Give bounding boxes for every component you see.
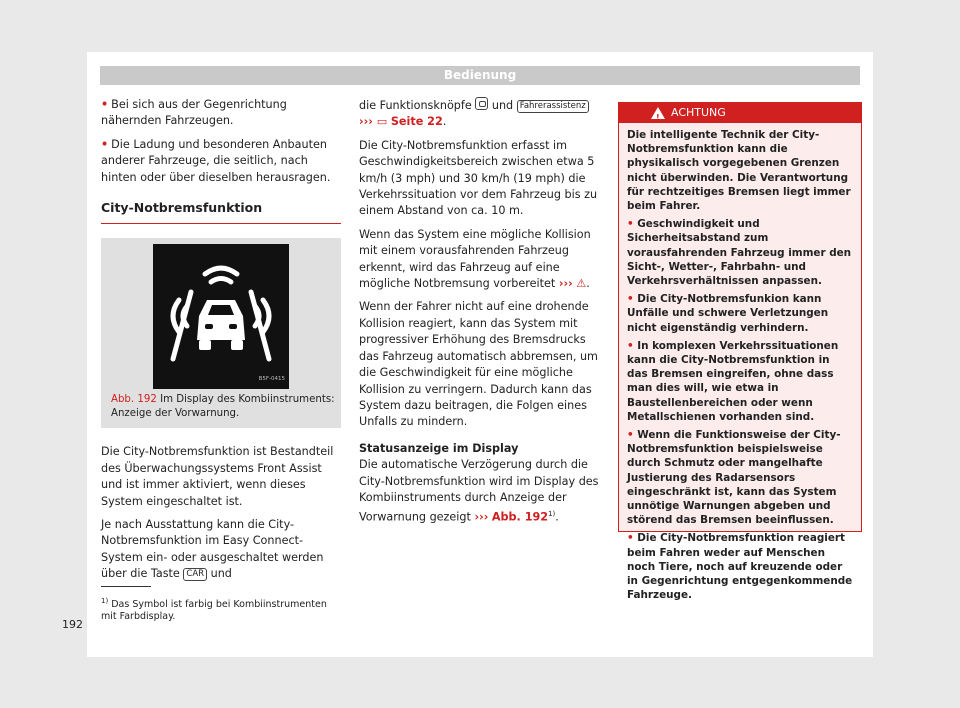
list-item: • Geschwindigkeit und Sicherheitsabstand zum vorausfahrenden Fahrzeug immer den Sicht-, Wetter-, Fahrbahn- und Verkehrsverhältnissen anpassen. — [627, 218, 852, 288]
paragraph-text: Wenn das System eine mögliche Kollision mit einem vorausfahrenden Fahrzeug erkennt, wird das Fahrzeug auf eine mögliche Notbremsung vorbereitet — [359, 227, 591, 291]
arrow-ref-icon: ››› — [359, 115, 377, 129]
figure-number: Abb. 192 — [111, 394, 157, 406]
paragraph: Wenn das System eine mögliche Kollision mit einem vorausfahrenden Fahrzeug erkennt, wird das Fahrzeug auf eine mögliche Notbremsung vorbereitet ››› ⚠. — [359, 227, 591, 291]
warning-intro: Die intelligente Technik der City-Notbremsfunktion kann die physikalisch vorgegebenen Grenzen nicht überwinden. Die Verantwortung für rechtzeitiges Bremsen liegt immer beim Fahrer. — [627, 129, 851, 213]
list-item: • Bei sich aus der Gegenrichtung nähernden Fahrzeugen. — [101, 98, 287, 128]
footnote-mark: 1) — [548, 510, 556, 519]
warning-header — [619, 103, 861, 123]
paragraph-text: und — [210, 567, 232, 581]
section-title: City-Notbremsfunktion — [101, 200, 341, 224]
display-screen — [153, 244, 289, 389]
bullet-text: Geschwindigkeit und Sicherheitsabstand zum vorausfahrenden Fahrzeug immer den Sicht-, Wetter-, Fahrbahn- und Verkehrsverhältnissen anpassen. — [627, 218, 852, 288]
arrow-ref-icon: ››› — [474, 511, 489, 525]
paragraph: Die automatische Verzögerung durch die City-Notbremsfunktion wird im Display des Kombiinstruments durch Anzeige der Vorwarnung gezeigt ››› Abb. 192$^{1)}$. — [359, 458, 599, 525]
figure-reference: Abb. 192 — [491, 511, 549, 525]
paragraph: Die City-Notbremsfunktion erfasst im Geschwindigkeitsbereich zwischen etwa 5 km/h (3 mph) und 30 km/h (19 mph) die Verkehrssituation vor dem Fahrzeug bis zu einem Abstand von ca. 10 m. — [359, 138, 598, 218]
footnote-mark: 1) — [101, 597, 109, 605]
warning-ref-icon: ⚠ — [576, 277, 587, 291]
paragraph: Die City-Notbremsfunktion ist Bestandteil des Überwachungssystems Front Assist und ist immer aktiviert, wenn dieses System eingeschaltet ist. — [101, 445, 334, 508]
bullet-text: Die City-Notbremsfunktion reagiert beim Fahren weder auf Menschen noch Tiere, noch auf kreuzende oder in Gegenrichtung entgegenkommende Fahrzeuge. — [627, 532, 853, 602]
paragraph-text: die Funktionsknöpfe — [359, 99, 472, 112]
subsection-title: Statusanzeige im Display — [359, 441, 519, 455]
list-item: • Die City-Notbremsfunktion reagiert beim Fahren weder auf Menschen noch Tiere, noch auf kreuzende oder in Gegenrichtung entgegenkommende Fahrzeuge. — [627, 532, 853, 602]
list-item: • In komplexen Verkehrssituationen kann die City-Notbremsfunktion in das Bremsen eingreifen, ohne dass man dies will, wie etwa in Baustellenbereichen oder wenn Metallschienen vorhanden sind. — [627, 339, 839, 423]
paragraph — [101, 517, 341, 583]
footnote-divider — [101, 586, 151, 587]
paragraph-text: Je nach Ausstattung kann die City-Notbremsfunktion im Easy Connect-System ein- oder ausgeschaltet werden über die Taste — [101, 518, 324, 581]
paragraph-text: Die automatische Verzögerung durch die City-Notbremsfunktion wird im Display des Kombiinstruments durch Anzeige der Vorwarnung gezeigt — [359, 458, 599, 525]
warning-icon — [651, 107, 665, 119]
warning-box — [618, 102, 862, 602]
city-emergency-brake-icon — [153, 244, 289, 389]
figure-192 — [101, 238, 341, 428]
list-item: • Die Ladung und besonderen Anbauten anderer Fahrzeuge, die seitlich, nach hinten oder über dieselben herausragen. — [101, 137, 331, 184]
footnote-text: Das Symbol ist farbig bei Kombiinstrumenten mit Farbdisplay. — [101, 599, 327, 623]
figure-caption — [111, 393, 336, 421]
list-item: • Die City-Notbremsfunkion kann Unfälle und schwere Verletzungen nicht eigenständig verhindern. — [627, 293, 829, 334]
bullet-text: Die City-Notbremsfunkion kann Unfälle und schwere Verletzungen nicht eigenständig verhindern. — [627, 293, 829, 334]
warning-title: ACHTUNG — [671, 106, 726, 119]
book-ref-icon: ▭ — [376, 115, 388, 129]
figure-caption-text: Im Display des Kombiinstruments: Anzeige der Vorwarnung. — [111, 394, 335, 420]
paragraph: Wenn der Fahrer nicht auf eine drohende Kollision reagiert, kann das System mit progressiver Erhöhung des Bremsdrucks das Fahrzeug automatisch abbremsen, um die Geschwindigkeit für eine mögliche Kollision zu verringern. Dadurch kann das System dazu beitragen, die Folgen eines Unfalls zu mindern. — [359, 300, 598, 429]
paragraph: die Funktionsknöpfe und Fahrerassistenz ››› ▭ Seite 22. — [359, 97, 599, 131]
page-reference: Seite 22 — [390, 115, 443, 129]
figure-code: B5F-0415 — [258, 376, 285, 383]
driver-assist-key: Fahrerassistenz — [517, 100, 589, 113]
page-number: 192 — [62, 618, 83, 631]
list-item: • Wenn die Funktionsweise der City-Notbremsfunktion beispielsweise durch Schmutz oder mangelhafte Justierung des Radarsensors eingeschränkt ist, kann das System unnötige Warnungen abgeben und störend das Bremsen beeinflussen. — [627, 429, 841, 527]
column-left — [101, 97, 341, 590]
bullet-text: Wenn die Funktionsweise der City-Notbremsfunktion beispielsweise durch Schmutz oder mangelhafte Justierung des Radarsensors eingeschränkt ist, kann das System unnötige Warnungen abgeben und störend das Bremsen beeinflussen. — [627, 429, 841, 527]
footnote — [101, 595, 341, 623]
bullet-text: Bei sich aus der Gegenrichtung nähernden Fahrzeugen. — [101, 98, 287, 128]
page-header: Bedienung — [100, 66, 860, 85]
arrow-ref-icon: ››› — [558, 277, 573, 291]
car-key-icon: CAR — [183, 568, 207, 581]
column-middle — [359, 97, 599, 533]
warning-body — [619, 123, 861, 603]
assist-key-icon — [475, 97, 488, 110]
bullet-text: Die Ladung und besonderen Anbauten anderer Fahrzeuge, die seitlich, nach hinten oder über dieselben herausragen. — [101, 137, 331, 184]
bullet-text: In komplexen Verkehrssituationen kann die City-Notbremsfunktion in das Bremsen eingreifen, ohne dass man dies will, wie etwa in Baustellenbereichen oder wenn Metallschienen vorhanden sind. — [627, 339, 839, 423]
paragraph-text: und — [491, 99, 514, 112]
